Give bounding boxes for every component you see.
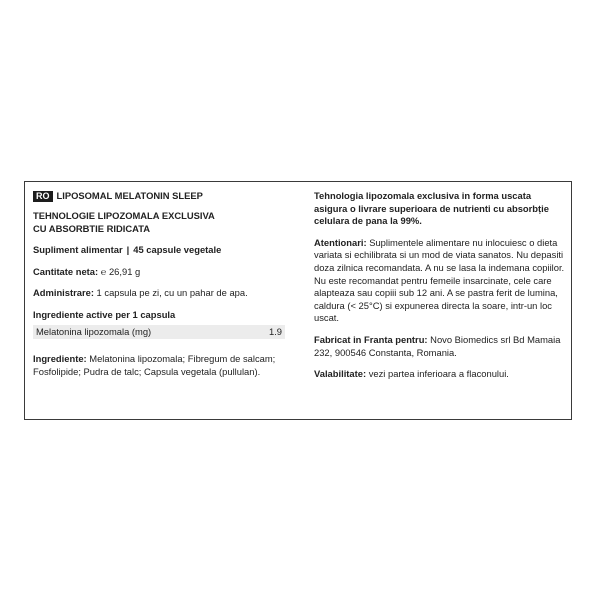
warnings-label: Atentionari:	[314, 236, 367, 248]
ingredients	[33, 353, 291, 378]
validity	[314, 368, 566, 381]
language-badge: RO	[33, 191, 53, 202]
administration-text: 1 capsula pe zi, cu un pahar de apa.	[93, 287, 248, 299]
manufacturer-text: Novo Biomedics srl Bd Mamaia 232, 900546 Constanta, Romania.	[314, 333, 561, 358]
technology-description: Tehnologia lipozomala exclusiva in forma uscata asigura o livrare superioara de nutrienti cu absorbție celulara de pana la 99%.	[314, 190, 549, 227]
net-quantity-label: Cantitate neta:	[33, 265, 99, 277]
warnings-text: Suplimentele alimentare nu inlocuiesc o dieta variata si echilibrata si un mod de viata sanatos. Nu depasiti doza zilnica recomandata. A nu se lasa la indemana copiilor. Nu este recomandat pentru femeile insarcinate, cele care alapteaza sau copiii sub 12 ani. A se pastra ferit de lumina, caldura (< 25°C) si expunerea directa la soare, intr-un loc uscat.	[314, 236, 565, 324]
capsule-count: 45 capsule vegetale	[133, 244, 222, 256]
label-left-column	[33, 190, 291, 378]
active-ingredients	[33, 309, 291, 339]
validity-text: vezi partea inferioara a flaconului.	[366, 368, 509, 380]
manufacturer-label: Fabricat in Franta pentru:	[314, 333, 428, 345]
separator: |	[126, 244, 130, 256]
active-ingredient-value: 1.9	[268, 325, 282, 337]
administration-label: Administrare:	[33, 287, 94, 299]
technology-heading	[33, 210, 291, 235]
technology-heading-line-1: TEHNOLOGIE LIPOZOMALA EXCLUSIVA	[33, 210, 215, 221]
title-row	[33, 190, 291, 203]
supplement-line	[33, 244, 291, 257]
product-title: LIPOSOMAL MELATONIN SLEEP	[56, 190, 203, 202]
manufacturer	[314, 334, 566, 359]
active-ingredients-table	[33, 325, 291, 340]
warnings	[314, 237, 566, 325]
active-ingredient-name: Melatonina lipozomala (mg)	[36, 325, 152, 337]
label-right-column	[314, 190, 566, 381]
active-ingredients-title: Ingrediente active per 1 capsula	[33, 308, 176, 320]
validity-label: Valabilitate:	[314, 368, 367, 380]
net-quantity-value: ℮ 26,91 g	[100, 265, 141, 277]
net-quantity	[33, 266, 291, 279]
administration	[33, 287, 291, 300]
active-ingredient-row	[33, 325, 285, 340]
ingredients-label: Ingrediente:	[33, 353, 87, 365]
ingredients-text: Melatonina lipozomala; Fibregum de salcam; Fosfolipide; Pudra de talc; Capsula vegetala (pullulan).	[33, 353, 276, 377]
technology-heading-line-2: CU ABSORBTIE RIDICATA	[33, 222, 151, 234]
product-label	[24, 181, 572, 420]
supplement-type: Supliment alimentar	[33, 244, 123, 256]
